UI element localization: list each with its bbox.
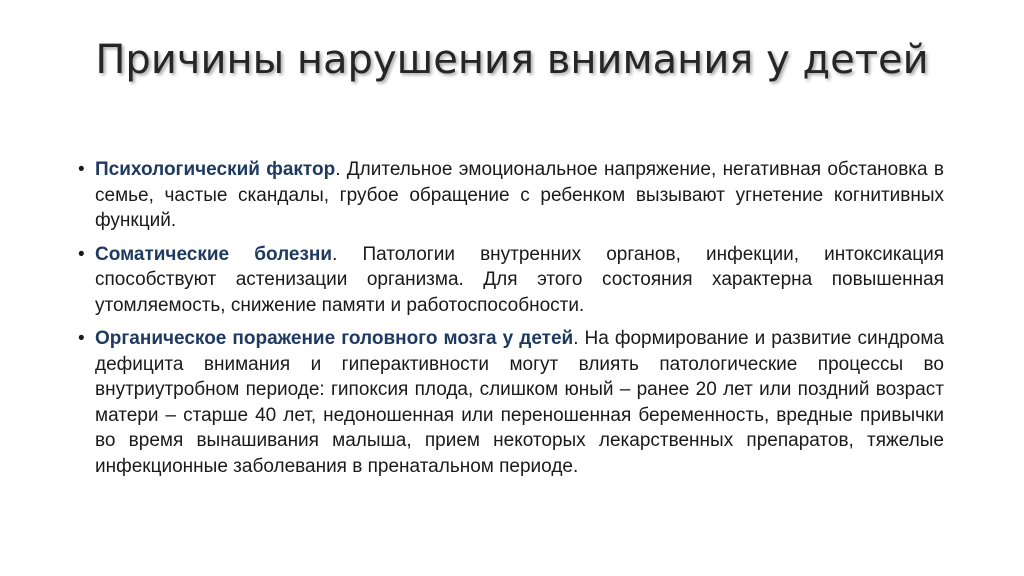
bullet-term: Соматические болезни — [95, 243, 333, 265]
bullet-text: . Длительное эмоциональное напряжение, негативная обстановка в семье, частые скандалы, грубое обращение с ребенком вызывают угнетение когнитивных функций. — [95, 159, 944, 231]
bullet-list — [78, 157, 944, 487]
bullet-item-organic — [78, 326, 944, 479]
slide-title: Причины нарушения внимания у детей — [95, 37, 929, 83]
bullet-dot-icon: • — [78, 243, 85, 265]
bullet-text: . На формирование и развитие синдрома дефицита внимания и гиперактивности могут влиять патологические процессы во внутриутробном периоде: гипоксия плода, слишком юный – ранее 20 лет или поздний возраст матери – старше 40 лет, недоношенная или переношенная беременность, вредные привычки во время вынашивания малыша, прием некоторых лекарственных препаратов, тяжелые инфекционные заболевания в пренатальном периоде. — [95, 328, 944, 477]
bullet-item-somatic — [78, 242, 944, 319]
bullet-dot-icon: • — [78, 328, 85, 349]
bullet-term: Психологический фактор — [95, 159, 336, 180]
bullet-dot-icon: • — [78, 159, 85, 180]
bullet-text: . Патологии внутренних органов, инфекции, интоксикация способствуют астенизации организма. Для этого состояния характерна повышенная утомляемость, снижение памяти и работоспособности. — [95, 243, 944, 316]
bullet-term: Органическое поражение головного мозга у детей — [95, 328, 574, 349]
bullet-item-psychological — [78, 157, 944, 234]
